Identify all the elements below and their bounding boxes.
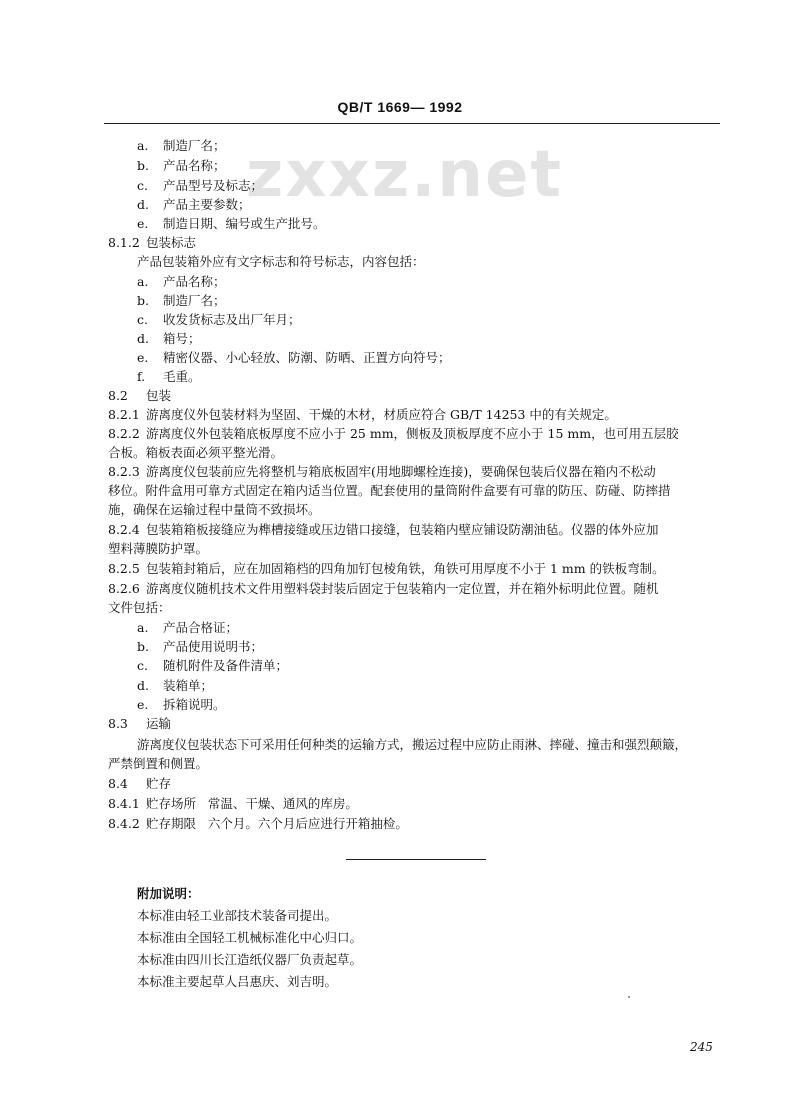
paragraph-continuation: 施，确保在运输过程中量筒不致损坏。 [108,502,321,517]
note-title: 附加说明： [137,886,200,901]
clause-8-2-5: 8.2.5 包装箱封箱后，应在加固箱档的四角加钉包棱角铁，角铁可用厚度不小于 1 mm 的铁板弯制。 [108,561,665,576]
section-heading: 8.1.2 包装标志 [108,235,197,250]
paragraph: 游离度仪包装状态下可采用任何种类的运输方式，搬运过程中应防止雨淋、摔碰、撞击和强烈颠簸， [137,737,688,752]
list-item: a. 产品名称； [137,274,226,289]
note-line: 本标准由轻工业部技术装备司提出。 [137,908,338,923]
standard-header: QB/T 1669— 1992 [337,99,463,115]
header-rule [104,123,720,124]
clause-8-2-1: 8.2.1 游离度仪外包装材料为坚固、干燥的木材，材质应符合 GB/T 14253 中的有关规定。 [108,407,617,422]
note-line: 本标准由四川长江造纸仪器厂负责起草。 [137,952,363,967]
clause-8-2-2: 8.2.2 游离度仪外包装箱底板厚度不应小于 25 mm，侧板及顶板厚度不应小于 15 mm，也可用五层胶 [108,426,679,441]
list-item: a. 制造厂名； [137,138,226,153]
list-item: b. 产品使用说明书； [137,639,264,654]
list-item: f. 毛重。 [137,369,201,384]
section-heading: 8.3 运输 [108,716,172,731]
list-item: c. 收发货标志及出厂年月； [137,312,301,327]
list-item: e. 精密仪器、小心轻放、防潮、防晒、正置方向符号； [137,350,451,365]
list-item: b. 制造厂名； [137,293,226,308]
paragraph: 产品包装箱外应有文字标志和符号标志，内容包括： [137,254,425,269]
clause-8-4-2: 8.4.2 贮存期限 六个月。六个月后应进行开箱抽检。 [108,816,408,831]
list-item: d. 产品主要参数； [137,197,251,212]
list-item: d. 箱号； [137,331,201,346]
paragraph-continuation: 严禁倒置和侧置。 [108,756,209,771]
list-item: c. 产品型号及标志； [137,178,264,193]
paragraph-continuation: 文件包括： [108,600,171,615]
scan-speck [628,996,630,998]
note-line: 本标准由全国轻工机械标准化中心归口。 [137,930,363,945]
list-item: c. 随机附件及备件清单； [137,658,289,673]
paragraph-continuation: 移位。附件盒用可靠方式固定在箱内适当位置。配套使用的量筒附件盒要有可靠的防压、防碰、防摔措 [108,483,671,498]
clause-8-4-1: 8.4.1 贮存场所 常温、干燥、通风的库房。 [108,796,358,811]
clause-8-2-4: 8.2.4 包装箱箱板接缝应为榫槽接缝或压边错口接缝，包装箱内壁应铺设防潮油毡。仪器的体外应加 [108,522,659,537]
note-line: 本标准主要起草人吕惠庆、刘吉明。 [137,974,338,989]
page-number: 245 [690,1040,713,1054]
list-item: d. 装箱单； [137,678,214,693]
watermark: zxxz.net [246,138,563,212]
section-heading: 8.4 贮存 [108,776,172,791]
end-divider [346,859,486,860]
list-item: a. 产品合格证； [137,620,239,635]
list-item: b. 产品名称； [137,158,226,173]
section-heading: 8.2 包装 [108,388,172,403]
clause-8-2-3: 8.2.3 游离度仪包装前应先将整机与箱底板固牢(用地脚螺栓连接)，要确保包装后仪器在箱内不松动 [108,464,656,479]
list-item: e. 制造日期、编号或生产批号。 [137,216,326,231]
clause-8-2-6: 8.2.6 游离度仪随机技术文件用塑料袋封装后固定于包装箱内一定位置，并在箱外标明此位置。随机 [108,581,659,596]
list-item: e. 拆箱说明。 [137,697,226,712]
paragraph-continuation: 塑料薄膜防护罩。 [108,541,209,556]
paragraph-continuation: 合板。箱板表面必须平整光滑。 [108,445,284,460]
